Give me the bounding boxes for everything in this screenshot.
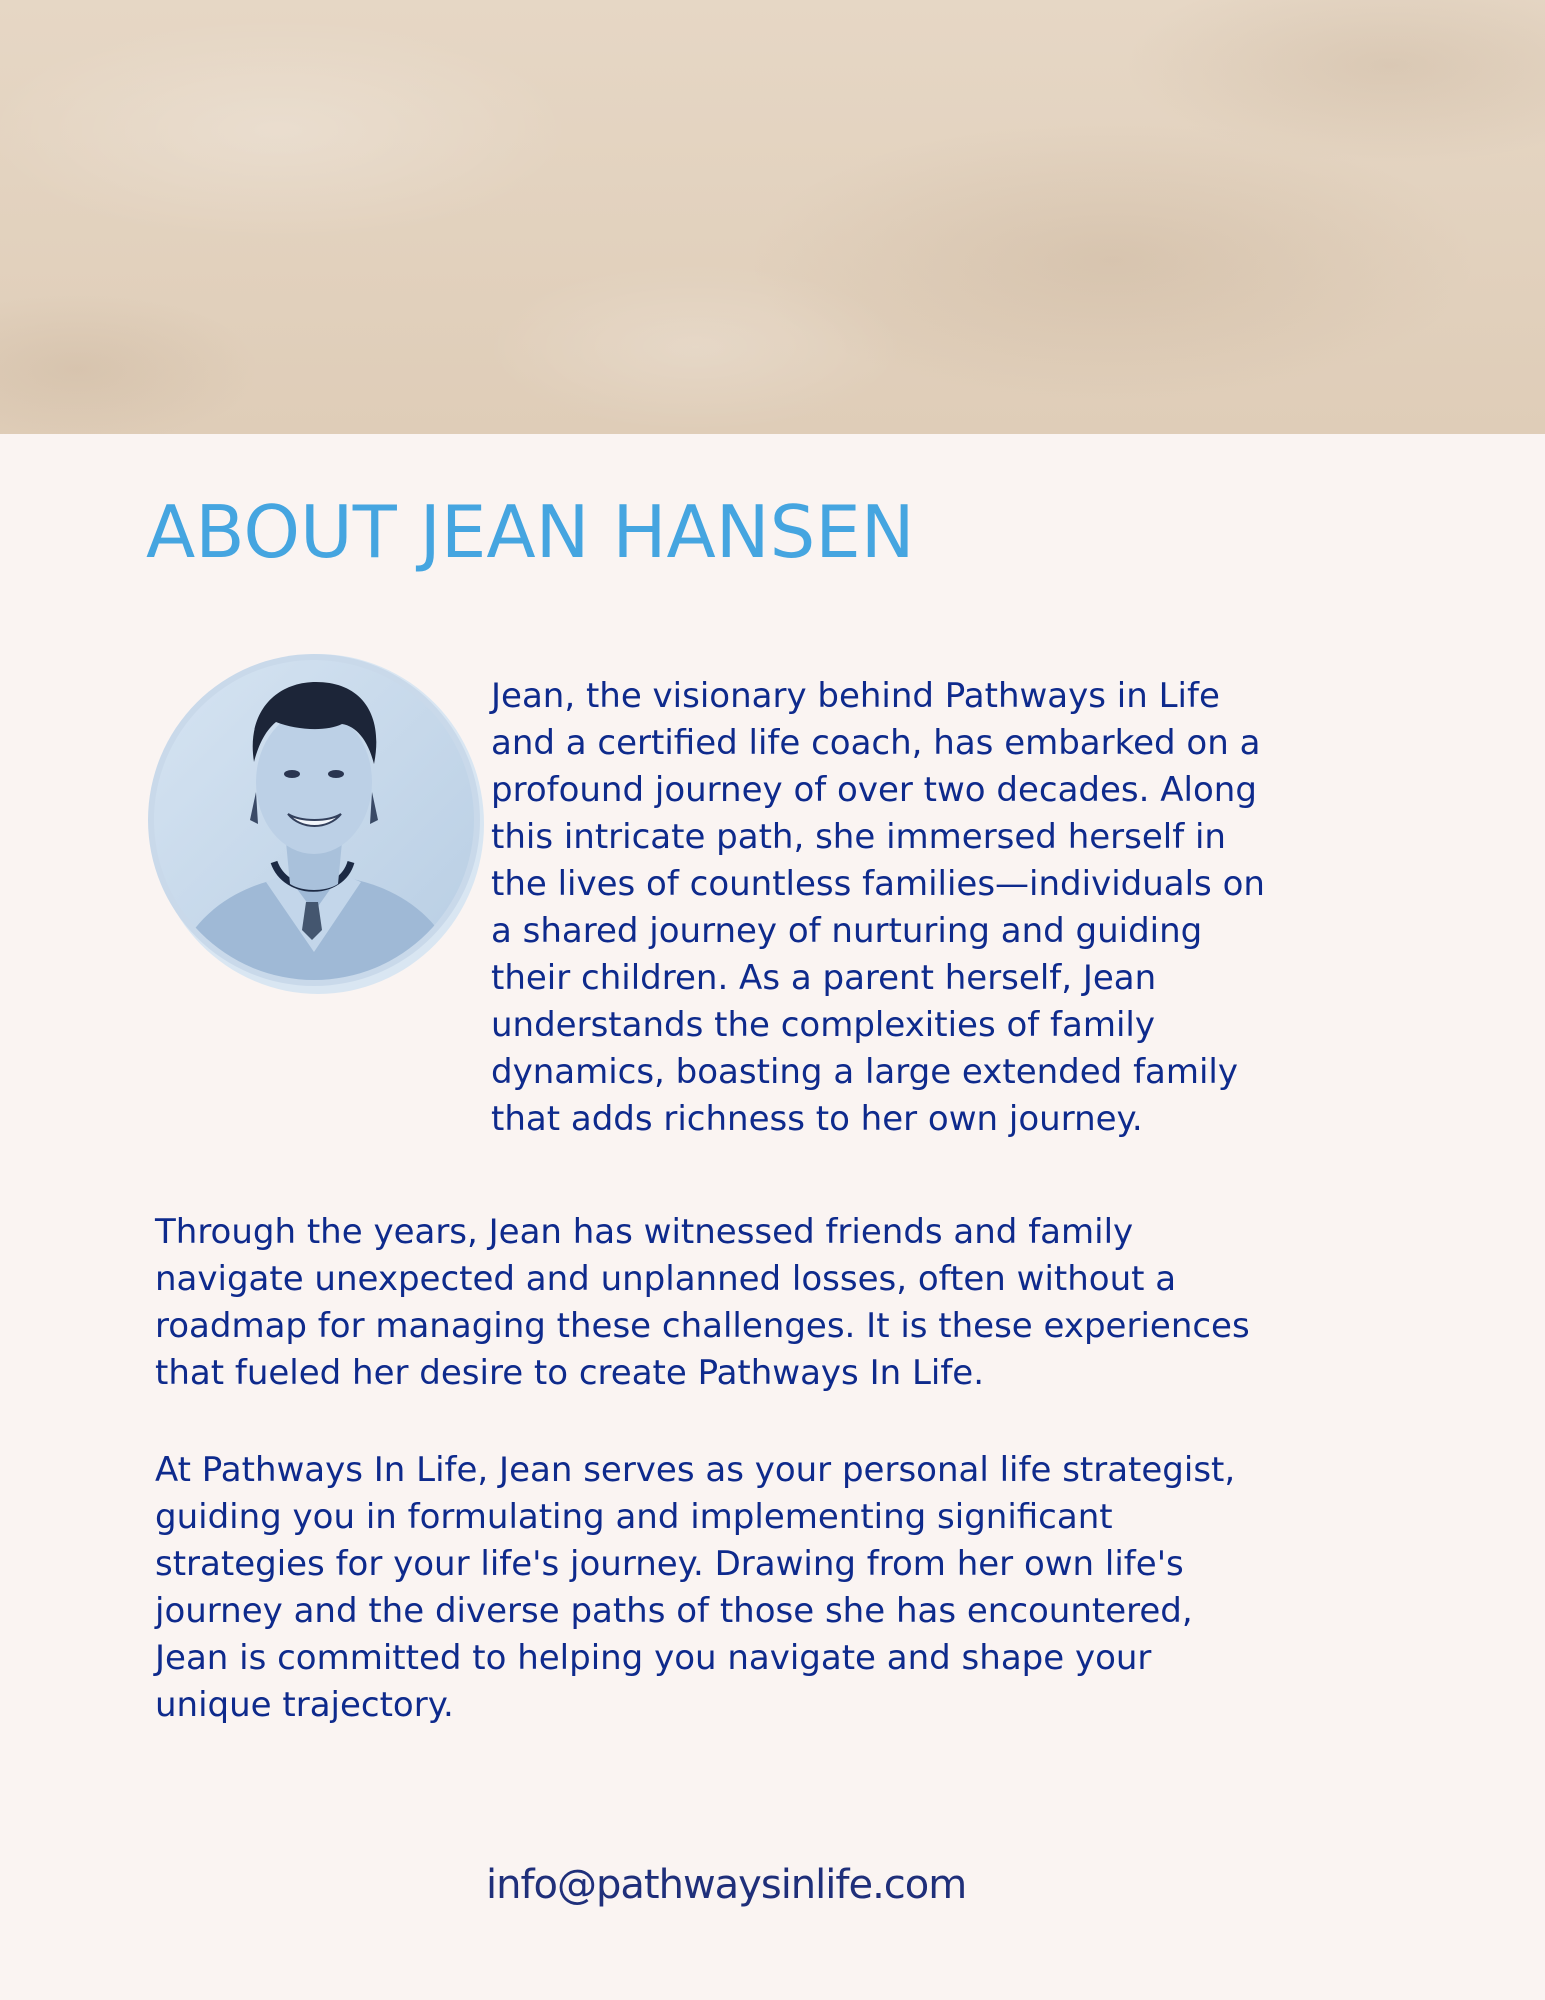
textured-header-banner xyxy=(0,0,1545,434)
text-line: strategies for your life's journey. Drawing from her own life's xyxy=(155,1544,1184,1584)
text-line: their children. As a parent herself, Jean xyxy=(491,958,1157,998)
text-line: that fueled her desire to create Pathways In Life. xyxy=(155,1353,985,1393)
text-line: navigate unexpected and unplanned losses, often without a xyxy=(155,1259,1177,1299)
text-line: dynamics, boasting a large extended family xyxy=(491,1052,1239,1092)
portrait-illustration xyxy=(146,652,486,1000)
text-line: guiding you in formulating and implementing significant xyxy=(155,1497,1113,1537)
text-line: profound journey of over two decades. Along xyxy=(491,770,1257,810)
contact-email[interactable]: info@pathwaysinlife.com xyxy=(486,1862,967,1908)
portrait-photo xyxy=(146,652,486,1000)
text-line: unique trajectory. xyxy=(155,1685,454,1725)
text-line: Jean, the visionary behind Pathways in Life xyxy=(491,676,1220,716)
text-line: that adds richness to her own journey. xyxy=(491,1099,1143,1139)
text-line: the lives of countless families—individuals on xyxy=(491,864,1265,904)
text-line: Jean is committed to helping you navigate and shape your xyxy=(155,1638,1152,1678)
text-line: a shared journey of nurturing and guiding xyxy=(491,911,1203,951)
text-line: roadmap for managing these challenges. It is these experiences xyxy=(155,1306,1250,1346)
text-line: At Pathways In Life, Jean serves as your personal life strategist, xyxy=(155,1450,1236,1490)
text-line: Through the years, Jean has witnessed friends and family xyxy=(155,1212,1134,1252)
bio-paragraph-intro xyxy=(491,673,1451,1143)
bio-paragraph-services xyxy=(155,1447,1485,1729)
text-line: journey and the diverse paths of those she has encountered, xyxy=(155,1591,1193,1631)
page-title: ABOUT JEAN HANSEN xyxy=(146,490,915,574)
text-line: understands the complexities of family xyxy=(491,1005,1155,1045)
text-line: this intricate path, she immersed herself in xyxy=(491,817,1226,857)
bio-paragraph-motivation xyxy=(155,1209,1485,1397)
text-line: and a certified life coach, has embarked on a xyxy=(491,723,1261,763)
